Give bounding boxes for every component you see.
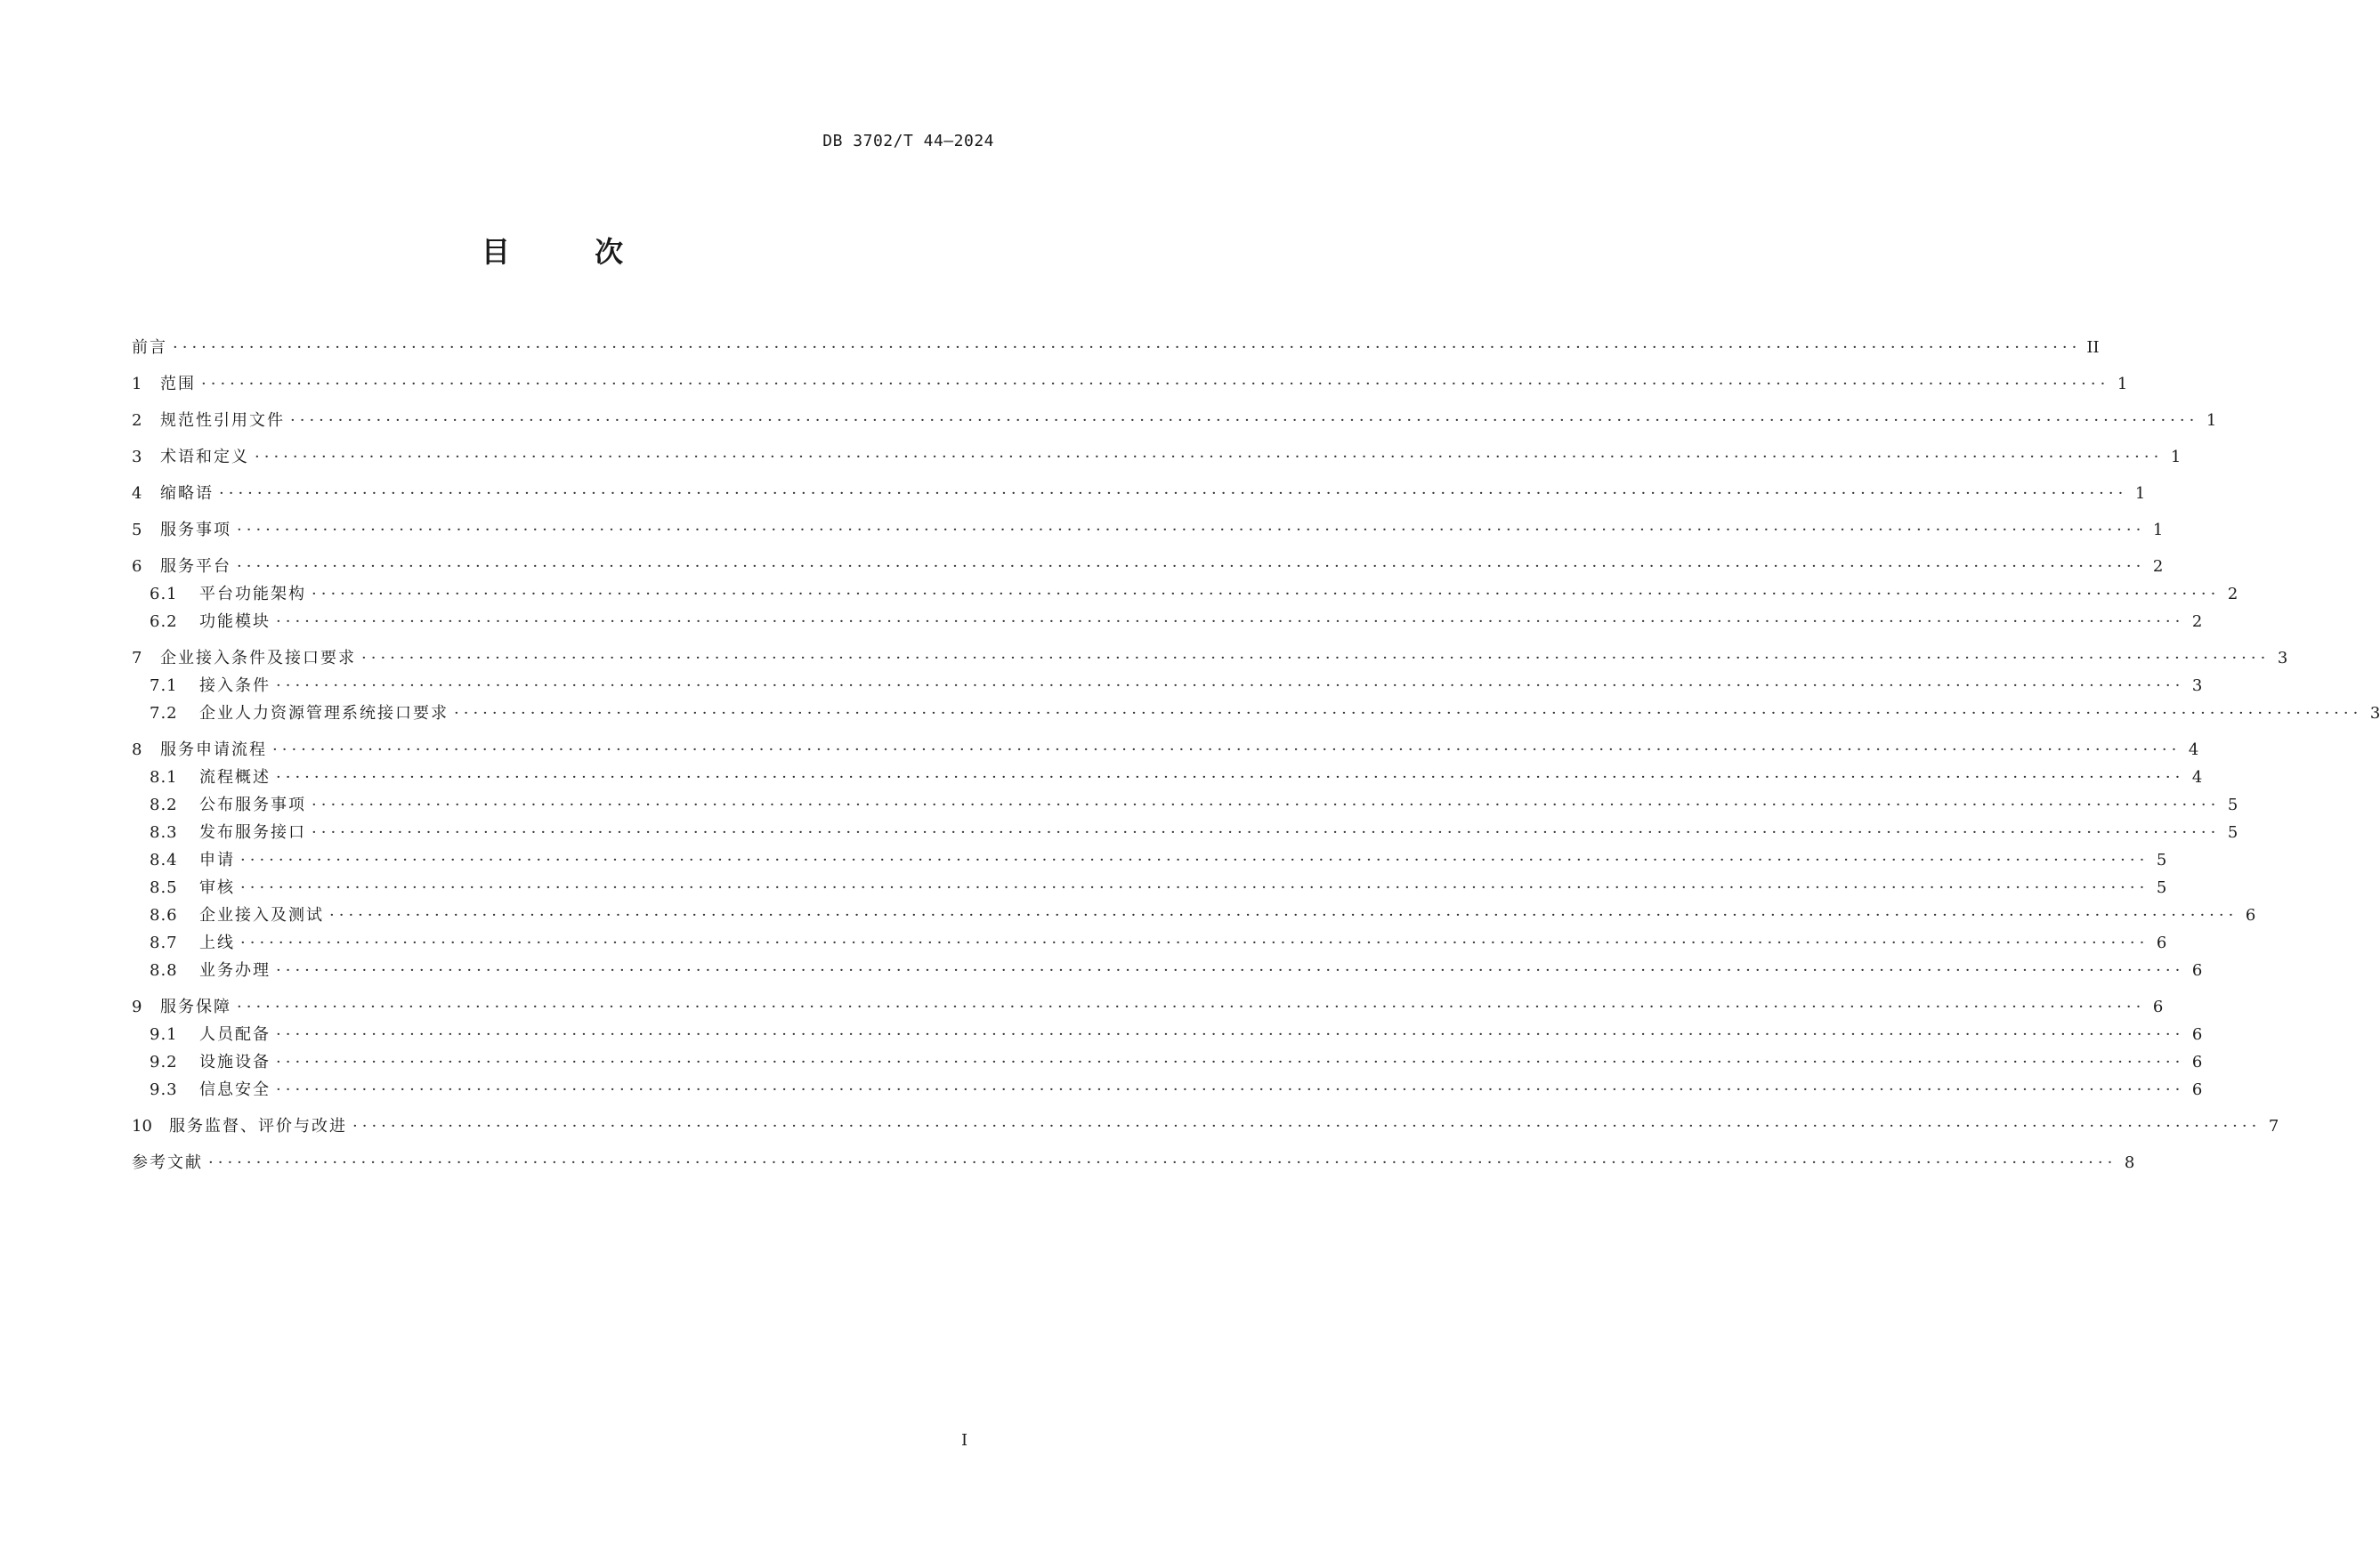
toc-entry-page: 2: [2152, 557, 2164, 576]
toc-entry-title: 接入条件: [199, 676, 271, 695]
toc-entry-page: 4: [2188, 740, 2199, 759]
toc-entry-page: 4: [2191, 768, 2203, 787]
toc-entry-number: 8: [132, 740, 142, 759]
toc-entry-page: 5: [2156, 851, 2167, 869]
toc-entry-title: 信息安全: [199, 1080, 271, 1099]
toc-entry-page: 7: [2268, 1117, 2279, 1136]
toc-entry-page: 1: [2206, 411, 2217, 430]
toc-entry[interactable]: [132, 608, 2203, 635]
toc-entry[interactable]: [132, 764, 2203, 791]
toc-entry[interactable]: [132, 334, 2100, 361]
toc-entry-title: 服务事项: [160, 521, 231, 539]
dot-leader: ········································································································································································································: [454, 704, 2363, 723]
toc-entry[interactable]: [132, 644, 2288, 672]
toc-entry[interactable]: [132, 553, 2164, 580]
toc-entry[interactable]: [132, 1149, 2135, 1177]
toc-entry[interactable]: [132, 993, 2164, 1021]
toc-entry-page: 3: [2191, 676, 2203, 695]
toc-entry-number: 9.1: [150, 1025, 178, 1044]
dot-leader: ········································································································································································································: [312, 585, 2221, 603]
toc-entry-page: 6: [2191, 1025, 2203, 1044]
dot-leader: ········································································································································································································: [276, 1025, 2185, 1044]
toc-entry[interactable]: [132, 819, 2238, 846]
table-of-contents: [132, 334, 2380, 1177]
dot-leader: ········································································································································································································: [361, 649, 2271, 667]
toc-entry-title: 服务监督、评价与改进: [169, 1117, 347, 1136]
toc-entry-page: 6: [2191, 961, 2203, 980]
toc-entry[interactable]: [132, 902, 2256, 929]
toc-entry-page: 6: [2191, 1053, 2203, 1072]
toc-entry-page: 3: [2369, 704, 2380, 723]
toc-entry-title: 人员配备: [199, 1025, 271, 1044]
dot-leader: ········································································································································································································: [240, 878, 2149, 897]
toc-entry-number: 9: [132, 998, 142, 1016]
toc-entry-page: 1: [2134, 484, 2146, 503]
dot-leader: ········································································································································································································: [290, 411, 2199, 430]
toc-entry-title: 上线: [199, 934, 235, 952]
toc-entry-number: 10: [132, 1117, 152, 1136]
toc-entry-title: 企业接入及测试: [199, 906, 324, 925]
dot-leader: ········································································································································································································: [173, 338, 2082, 357]
dot-leader: ········································································································································································································: [240, 934, 2149, 952]
toc-entry-title: 服务平台: [160, 557, 231, 576]
toc-entry-title: 参考文献: [132, 1153, 203, 1172]
toc-entry-title: 申请: [199, 851, 235, 869]
toc-entry-title: 服务申请流程: [160, 740, 267, 759]
dot-leader: ········································································································································································································: [240, 851, 2149, 869]
toc-entry-number: 8.8: [150, 961, 178, 980]
toc-entry-number: 4: [132, 484, 142, 503]
page-title: 目 次: [481, 235, 661, 269]
toc-entry-title: 设施设备: [199, 1053, 271, 1072]
toc-entry-number: 7.2: [150, 704, 178, 723]
toc-entry-title: 公布服务事项: [199, 796, 306, 814]
toc-entry-page: 2: [2227, 585, 2238, 603]
dot-leader: ········································································································································································································: [276, 612, 2185, 631]
toc-entry-page: 6: [2156, 934, 2167, 952]
toc-entry-title: 流程概述: [199, 768, 271, 787]
toc-entry[interactable]: [132, 1112, 2279, 1140]
toc-entry[interactable]: [132, 370, 2128, 398]
toc-entry-page: 5: [2156, 878, 2167, 897]
dot-leader: ········································································································································································································: [237, 557, 2146, 576]
toc-entry-title: 企业人力资源管理系统接口要求: [199, 704, 449, 723]
toc-entry-number: 6: [132, 557, 142, 576]
toc-entry-number: 7: [132, 649, 142, 667]
toc-entry[interactable]: [132, 516, 2164, 544]
toc-entry-page: 1: [2117, 375, 2128, 393]
toc-entry-title: 服务保障: [160, 998, 231, 1016]
dot-leader: ········································································································································································································: [276, 1053, 2185, 1072]
toc-entry[interactable]: [132, 672, 2203, 700]
toc-entry[interactable]: [132, 736, 2199, 764]
toc-entry-page: 1: [2152, 521, 2164, 539]
page-number: I: [961, 1431, 968, 1450]
dot-leader: ········································································································································································································: [276, 768, 2185, 787]
toc-entry-number: 7.1: [150, 676, 178, 695]
toc-entry[interactable]: [132, 1048, 2203, 1076]
toc-entry-number: 8.4: [150, 851, 178, 869]
toc-entry-number: 8.3: [150, 823, 178, 842]
dot-leader: ········································································································································································································: [329, 906, 2238, 925]
toc-entry-number: 8.2: [150, 796, 178, 814]
toc-entry-number: 8.1: [150, 768, 178, 787]
dot-leader: ········································································································································································································: [276, 1080, 2185, 1099]
dot-leader: ········································································································································································································: [312, 823, 2221, 842]
toc-entry-title: 范围: [160, 375, 196, 393]
toc-entry[interactable]: [132, 846, 2167, 874]
dot-leader: ········································································································································································································: [276, 961, 2185, 980]
toc-entry-title: 发布服务接口: [199, 823, 306, 842]
toc-entry-page: 5: [2227, 823, 2238, 842]
toc-entry-number: 9.3: [150, 1080, 178, 1099]
toc-entry[interactable]: [132, 874, 2167, 902]
toc-entry-number: 1: [132, 375, 142, 393]
toc-entry[interactable]: [132, 480, 2146, 507]
dot-leader: ········································································································································································································: [352, 1117, 2262, 1136]
toc-entry[interactable]: [132, 580, 2238, 608]
toc-entry-number: 2: [132, 411, 142, 430]
dot-leader: ········································································································································································································: [272, 740, 2182, 759]
toc-entry-page: 8: [2124, 1153, 2135, 1172]
dot-leader: ········································································································································································································: [312, 796, 2221, 814]
toc-entry[interactable]: [132, 1076, 2203, 1104]
toc-entry-page: 3: [2277, 649, 2288, 667]
toc-entry-page: 5: [2227, 796, 2238, 814]
toc-entry[interactable]: [132, 1021, 2203, 1048]
toc-entry-title: 业务办理: [199, 961, 271, 980]
toc-entry-title: 审核: [199, 878, 235, 897]
toc-entry-page: 1: [2170, 448, 2182, 466]
toc-entry-page: II: [2086, 338, 2100, 357]
toc-entry-page: 6: [2152, 998, 2164, 1016]
toc-entry-title: 术语和定义: [160, 448, 249, 466]
toc-entry-number: 5: [132, 521, 142, 539]
toc-entry-title: 功能模块: [199, 612, 271, 631]
toc-entry-title: 企业接入条件及接口要求: [160, 649, 356, 667]
toc-entry[interactable]: [132, 700, 2380, 727]
toc-entry[interactable]: [132, 407, 2217, 434]
toc-entry-page: 2: [2191, 612, 2203, 631]
dot-leader: ········································································································································································································: [208, 1153, 2117, 1172]
toc-entry-title: 规范性引用文件: [160, 411, 285, 430]
dot-leader: ········································································································································································································: [219, 484, 2128, 503]
toc-entry-number: 6.1: [150, 585, 178, 603]
toc-entry-number: 8.5: [150, 878, 178, 897]
toc-entry-page: 6: [2191, 1080, 2203, 1099]
toc-entry[interactable]: [132, 957, 2203, 984]
toc-entry-number: 3: [132, 448, 142, 466]
toc-entry-title: 平台功能架构: [199, 585, 306, 603]
toc-entry-number: 6.2: [150, 612, 178, 631]
toc-entry[interactable]: [132, 791, 2238, 819]
toc-entry[interactable]: [132, 929, 2167, 957]
toc-entry[interactable]: [132, 443, 2182, 471]
toc-entry-title: 前言: [132, 338, 167, 357]
toc-entry-number: 9.2: [150, 1053, 178, 1072]
toc-entry-number: 8.7: [150, 934, 178, 952]
dot-leader: ········································································································································································································: [237, 521, 2146, 539]
toc-entry-title: 缩略语: [160, 484, 214, 503]
dot-leader: ········································································································································································································: [276, 676, 2185, 695]
toc-entry-number: 8.6: [150, 906, 178, 925]
document-code: DB 3702/T 44—2024: [822, 132, 994, 150]
dot-leader: ········································································································································································································: [237, 998, 2146, 1016]
dot-leader: ········································································································································································································: [201, 375, 2110, 393]
dot-leader: ········································································································································································································: [255, 448, 2164, 466]
toc-entry-page: 6: [2245, 906, 2256, 925]
